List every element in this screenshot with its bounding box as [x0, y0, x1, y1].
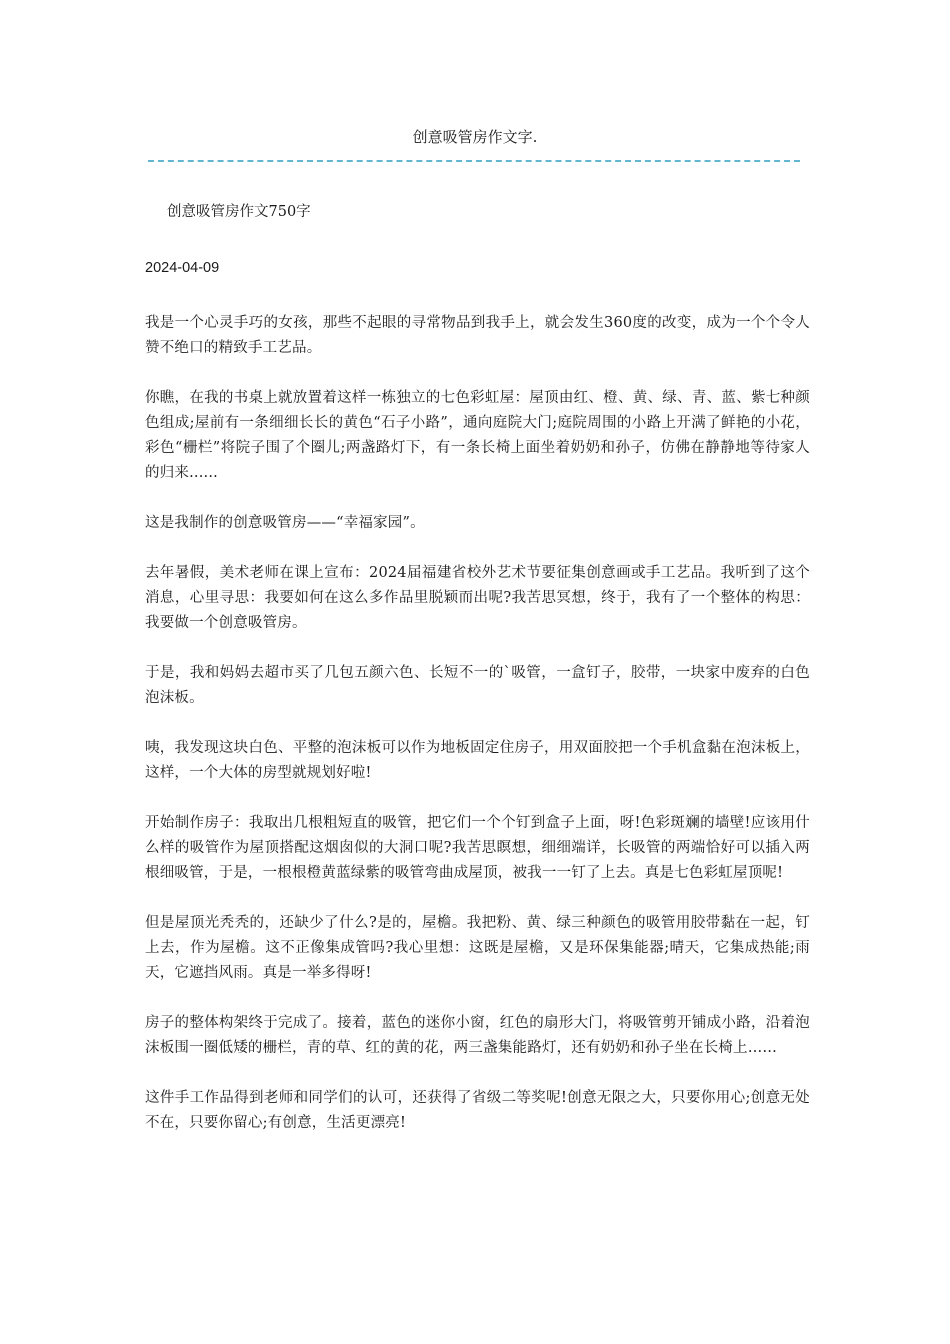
paragraph: 开始制作房子：我取出几根粗短直的吸管，把它们一个个钉到盒子上面，呀!色彩斑斓的墙壁!应该用什么样的吸管作为屋顶搭配这烟囱似的大洞口呢?我苦思瞑想，细细端详，长吸管的两端恰好可以插入两根细吸管，于是，一根根橙黄蓝绿紫的吸管弯曲成屋顶，被我一一钉了上去。真是七色彩虹屋顶呢! — [145, 815, 810, 881]
paragraph: 于是，我和妈妈去超市买了几包五颜六色、长短不一的`吸管，一盒钉子，胶带，一块家中废弃的白色泡沫板。 — [145, 665, 810, 706]
paragraph: 房子的整体构架终于完成了。接着，蓝色的迷你小窗，红色的扇形大门，将吸管剪开铺成小路，沿着泡沫板围一圈低矮的栅栏，青的草、红的黄的花，两三盏集能路灯，还有奶奶和孙子坐在长椅上…… — [145, 1015, 810, 1056]
header-divider — [148, 160, 800, 162]
paragraph: 我是一个心灵手巧的女孩，那些不起眼的寻常物品到我手上，就会发生360度的改变，成为一个个令人赞不绝口的精致手工艺品。 — [145, 315, 810, 356]
paragraph: 但是屋顶光秃秃的，还缺少了什么?是的，屋檐。我把粉、黄、绿三种颜色的吸管用胶带黏在一起，钉上去，作为屋檐。这不正像集成管吗?我心里想：这既是屋檐，又是环保集能器;晴天，它集成热能;雨天，它遮挡风雨。真是一举多得呀! — [145, 915, 810, 981]
paragraph: 咦，我发现这块白色、平整的泡沫板可以作为地板固定住房子，用双面胶把一个手机盒黏在泡沫板上，这样，一个大体的房型就规划好啦! — [145, 740, 810, 781]
header-title: 创意吸管房作文字. — [412, 128, 538, 146]
paragraph: 去年暑假，美术老师在课上宣布：2024届福建省校外艺术节要征集创意画或手工艺品。我听到了这个消息，心里寻思：我要如何在这么多作品里脱颖而出呢?我苦思冥想，终于，我有了一个整体的构思：我要做一个创意吸管房。 — [145, 565, 810, 631]
document-body — [145, 200, 810, 1161]
article-date: 2024-04-09 — [145, 260, 220, 276]
paragraph: 这件手工作品得到老师和同学们的认可，还获得了省级二等奖呢!创意无限之大，只要你用心;创意无处不在，只要你留心;有创意，生活更漂亮! — [145, 1090, 810, 1131]
article-title: 创意吸管房作文750字 — [167, 204, 311, 220]
paragraph: 你瞧，在我的书桌上就放置着这样一栋独立的七色彩虹屋：屋顶由红、橙、黄、绿、青、蓝、紫七种颜色组成;屋前有一条细细长长的黄色“石子小路”，通向庭院大门;庭院周围的小路上开满了鲜艳的小花，彩色“栅栏”将院子围了个圈儿;两盏路灯下，有一条长椅上面坐着奶奶和孙子，仿佛在静静地等待家人的归来...... — [145, 390, 810, 481]
paragraph: 这是我制作的创意吸管房——“幸福家园”。 — [145, 515, 425, 531]
